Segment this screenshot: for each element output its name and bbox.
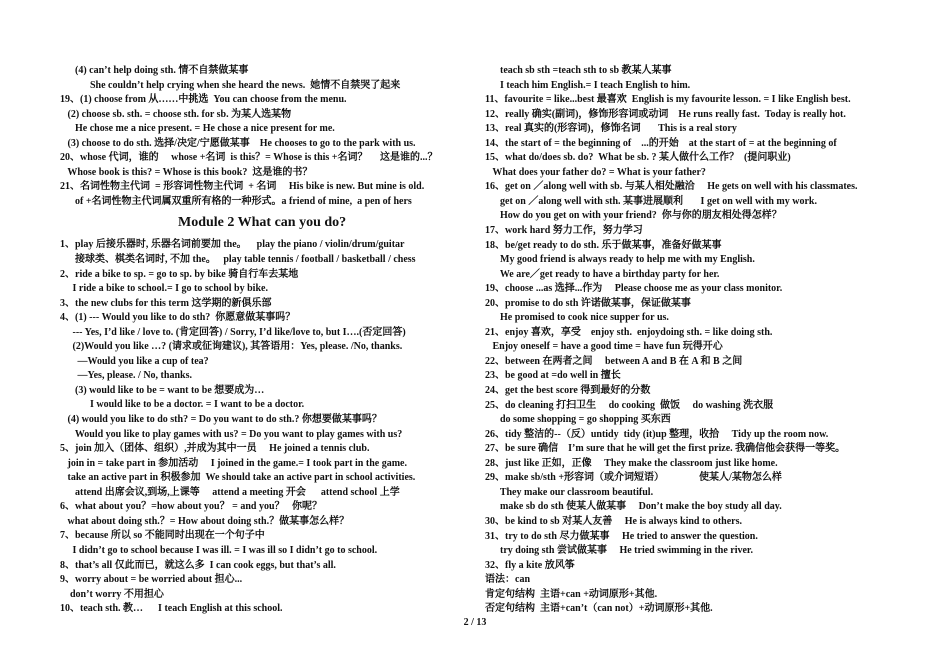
- text-line: Would you like to play games with us? = Do you want to play games with us?: [60, 428, 403, 440]
- text-line: 27、be sure 确信 I’m sure that he will get the first prize. 我确信他会获得一等奖。: [485, 443, 846, 455]
- text-line: of +名词性物主代词属双重所有格的一种形式。a friend of mine, a pen of hers: [60, 195, 412, 207]
- text-line: 16、get on ／along well with sb. 与某人相处融洽 He gets on well with his classmates.: [485, 181, 858, 193]
- text-line: make sb do sth 使某人做某事 Don’t make the boy study all day.: [485, 501, 782, 513]
- text-line: do some shopping = go shopping 买东西: [485, 414, 671, 426]
- text-line: 13、real 真实的(形容词)，修饰名词 This is a real story: [485, 123, 737, 135]
- text-line: 23、be good at =do well in 擅长: [485, 370, 621, 382]
- text-line: 肯定句结构 主语+can +动词原形+其他.: [485, 588, 658, 600]
- text-line: 3、the new clubs for this term 这学期的新俱乐部: [60, 297, 272, 309]
- text-line: 25、do cleaning 打扫卫生 do cooking 做饭 do washing 洗衣服: [485, 399, 774, 411]
- text-line: 否定句结构 主语+can’t（can not）+动词原形+其他.: [485, 603, 713, 615]
- text-line: 7、because 所以 so 不能同时出现在一个句子中: [60, 530, 265, 542]
- text-line: 31、try to do sth 尽力做某事 He tried to answer the question.: [485, 530, 758, 542]
- text-line: He promised to cook nice supper for us.: [485, 312, 669, 324]
- text-line: (3) would like to be = want to be 想要成为…: [60, 384, 265, 396]
- text-line: My good friend is always ready to help me with my English.: [485, 254, 755, 266]
- text-line: 19、(1) choose from 从……中挑选 You can choose from the menu.: [60, 94, 347, 106]
- text-line: teach sb sth =teach sth to sb 教某人某事: [485, 65, 672, 76]
- text-line: 20、promise to do sth 许诺做某事，保证做某事: [485, 297, 691, 309]
- text-line: what about doing sth.？= How about doing sth.？做某事怎么样？: [60, 515, 350, 527]
- text-line: 14、the start of = the beginning of ...的开始 at the start of = at the beginning of: [485, 137, 837, 149]
- text-line: 6、what about you？=how about you？ = and you？ 你呢？: [60, 501, 323, 513]
- text-line: I would like to be a doctor. = I want to be a doctor.: [60, 399, 305, 411]
- text-line: join in = take part in 参加活动 I joined in the game.= I took part in the game.: [60, 457, 407, 469]
- text-line: He chose me a nice present. = He chose a nice present for me.: [60, 123, 335, 135]
- text-line: I didn’t go to school because I was ill. = I was ill so I didn’t go to school.: [60, 544, 378, 556]
- text-line: Whose book is this? = Whose is this book? 这是谁的书？: [60, 166, 313, 178]
- text-line: 10、teach sth. 教… I teach English at this school.: [60, 603, 283, 615]
- text-line: 22、between 在两者之间 between A and B 在 A 和 B 之间: [485, 355, 743, 367]
- text-line: We are／get ready to have a birthday party for her.: [485, 268, 720, 280]
- module-heading: Module 2 What can you do?: [178, 215, 347, 231]
- text-line: 接球类、棋类名词时, 不加 the。 play table tennis / football / basketball / chess: [60, 254, 416, 266]
- text-line: 11、favourite = like...best 最喜欢 English is my favourite lesson. = I like English best.: [485, 94, 851, 106]
- text-line: (4) can’t help doing sth. 情不自禁做某事: [60, 65, 249, 76]
- text-line: 20、whose 代词，谁的 whose +名词 is this？= Whose is this +名词？ 这是谁的...？: [60, 152, 438, 164]
- text-line: (2) choose sb. sth. = choose sth. for sb. 为某人选某物: [60, 108, 292, 120]
- text-line: 18、be/get ready to do sth. 乐于做某事，准备好做某事: [485, 239, 722, 251]
- text-line: (2)Would you like …? (请求或征询建议), 其答语用：Yes, please. /No, thanks.: [60, 341, 403, 353]
- text-line: don’t worry 不用担心: [60, 588, 164, 600]
- text-line: 语法：can: [485, 574, 530, 586]
- text-line: 9、worry about = be worried about 担心...: [60, 574, 243, 586]
- text-line: How do you get on with your friend? 你与你的朋友相处得怎样？: [485, 210, 782, 222]
- text-line: 17、work hard 努力工作，努力学习: [485, 225, 643, 237]
- text-line: 1、play 后接乐器时, 乐器名词前要加 the。 play the piano / violin/drum/guitar: [60, 239, 405, 251]
- text-line: (4) would you like to do sth? = Do you want to do sth.? 你想要做某事吗？: [60, 414, 382, 426]
- text-line: 28、just like 正如，正像 They make the classroom just like home.: [485, 457, 778, 469]
- text-line: 21、enjoy 喜欢，享受 enjoy sth. enjoydoing sth. = like doing sth.: [485, 326, 773, 338]
- text-line: try doing sth 尝试做某事 He tried swimming in the river.: [485, 545, 753, 557]
- text-line: 32、fly a kite 放风筝: [485, 559, 575, 571]
- text-line: 29、make sb/sth +形容词（或介词短语） 使某人/某物怎么样: [485, 472, 782, 484]
- text-line: She couldn’t help crying when she heard the news. 她情不自禁哭了起来: [60, 79, 401, 91]
- text-line: (3) choose to do sth. 选择/决定/宁愿做某事 He chooses to go to the park with us.: [60, 137, 416, 149]
- text-line: What does your father do? = What is your father?: [485, 166, 706, 178]
- text-line: Enjoy oneself = have a good time = have fun 玩得开心: [485, 341, 723, 353]
- text-line: They make our classroom beautiful.: [485, 486, 654, 498]
- text-line: 5、join 加入（团体、组织）,并成为其中一员 He joined a tennis club.: [60, 443, 370, 455]
- page-number: 2 / 13: [463, 617, 487, 628]
- text-line: 21、名词性物主代词 = 形容词性物主代词 + 名词 His bike is new. But mine is old.: [60, 181, 425, 193]
- text-line: 30、be kind to sb 对某人友善 He is always kind to others.: [485, 515, 742, 527]
- text-line: I ride a bike to school.= I go to school by bike.: [60, 283, 268, 295]
- text-line: attend 出席会议,到场,上课等 attend a meeting 开会 attend school 上学: [60, 486, 400, 498]
- text-line: —Would you like a cup of tea?: [60, 355, 209, 367]
- text-line: take an active part in 积极参加 We should take an active part in school activities.: [60, 472, 416, 484]
- text-line: get on ／along well with sth. 某事进展顺利 I get on well with my work.: [485, 195, 817, 207]
- text-line: 15、what do/does sb. do? What be sb. ? 某人做什么工作？ (提问职业): [485, 152, 791, 164]
- text-line: 19、choose ...as 选择...作为 Please choose me as your class monitor.: [485, 283, 783, 295]
- text-line: 12、really 确实(副词)，修饰形容词或动词 He runs really fast. Today is really hot.: [485, 108, 846, 120]
- text-line: —Yes, please. / No, thanks.: [60, 370, 192, 382]
- text-line: 2、ride a bike to sp. = go to sp. by bike 骑自行车去某地: [60, 268, 299, 280]
- text-line: I teach him English.= I teach English to him.: [485, 79, 691, 91]
- text-line: 24、get the best score 得到最好的分数: [485, 385, 651, 397]
- text-line: --- Yes, I’d like / love to. (肯定回答) / Sorry, I’d like/love to, but I….(否定回答): [60, 326, 406, 338]
- text-line: 26、tidy 整洁的--（反）untidy tidy (it)up 整理，收拾 Tidy up the room now.: [485, 428, 829, 440]
- text-line: 4、(1) --- Would you like to do sth? 你愿意做某事吗？: [60, 312, 296, 324]
- right-column: [485, 64, 925, 617]
- text-line: 8、that’s all 仅此而已，就这么多 I can cook eggs, but that’s all.: [60, 559, 336, 571]
- left-column: [60, 64, 470, 617]
